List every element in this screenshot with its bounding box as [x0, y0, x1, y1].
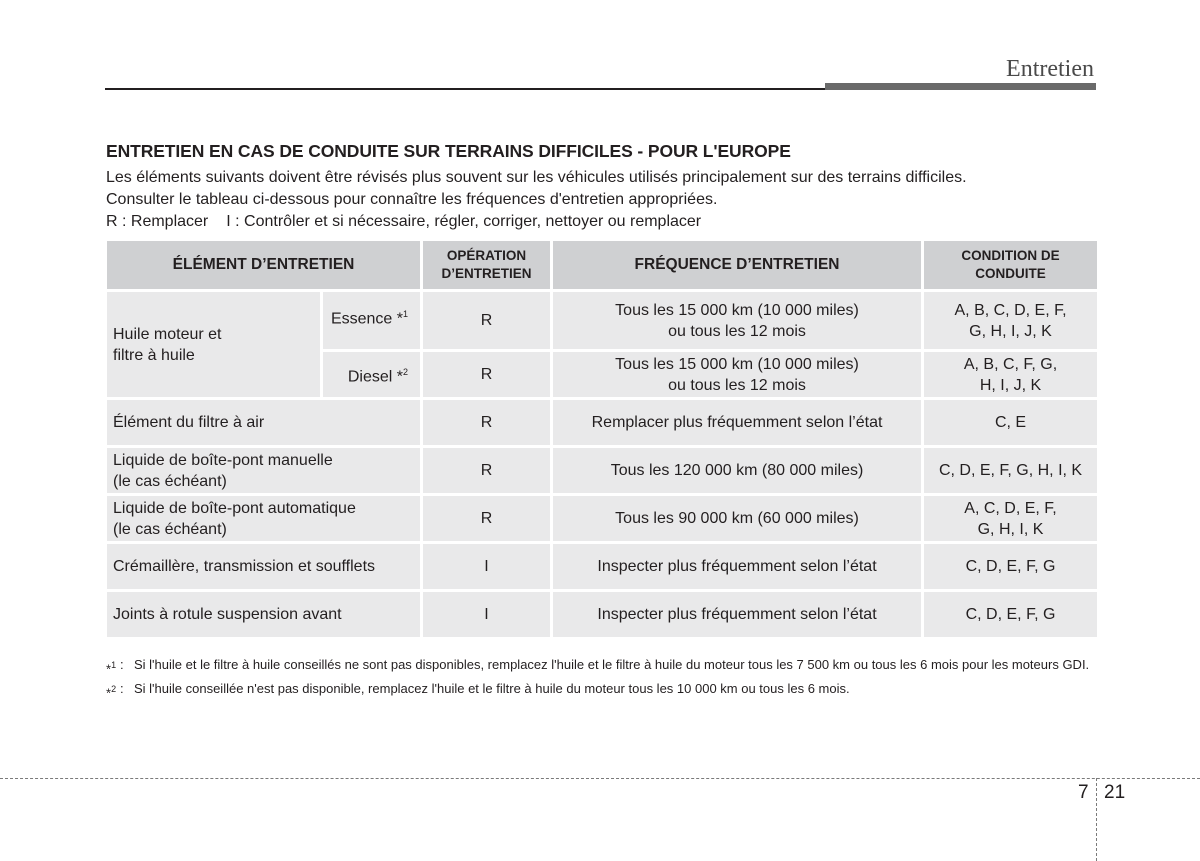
maintenance-table	[104, 238, 1100, 640]
cell-freq	[552, 291, 923, 351]
header-operation-line-1: OPÉRATION	[446, 248, 527, 263]
intro-line-1: Les éléments suivants doivent être révisés plus souvent sur les véhicules utilisés principalement sur des terrains difficiles.	[106, 169, 967, 186]
freq-line-2: ou tous les 12 mois	[668, 376, 806, 394]
freq-line-1: Tous les 15 000 km (10 000 miles)	[615, 301, 859, 319]
sub-label: Essence *	[330, 310, 403, 328]
cell-op: I	[422, 543, 552, 591]
section-title: Entretien	[1006, 56, 1094, 82]
cond-line-2: G, H, I, K	[977, 520, 1044, 538]
page-heading: ENTRETIEN EN CAS DE CONDUITE SUR TERRAINS DIFFICILES - POUR L'EUROPE	[106, 141, 791, 161]
cell-cond	[923, 351, 1099, 399]
table-row	[106, 447, 1099, 495]
footnote-mark: *$^1$	[106, 660, 117, 677]
page-number: 21	[1104, 782, 1126, 803]
cell-freq: Tous les 120 000 km (80 000 miles)	[552, 447, 923, 495]
item-line-2: (le cas échéant)	[113, 520, 227, 538]
footnote-ref: 2	[403, 366, 409, 377]
cell-op: R	[422, 447, 552, 495]
cell-cond: C, D, E, F, G	[923, 543, 1099, 591]
header-operation-line-2: D’ENTRETIEN	[441, 266, 532, 281]
footer-divider	[0, 778, 1200, 779]
table-header-row	[106, 240, 1099, 291]
cell-item	[106, 543, 422, 591]
footnote-ref: 1	[403, 309, 409, 319]
cell-cond	[923, 495, 1099, 543]
cell-op: R	[422, 351, 552, 399]
chapter-number: 7	[1078, 782, 1089, 803]
item-line-1: Liquide de boîte-pont manuelle	[113, 451, 333, 469]
header-item: ÉLÉMENT D’ENTRETIEN	[106, 240, 422, 291]
item-line-1: Liquide de boîte-pont automatique	[113, 499, 356, 517]
footnote-colon: :	[120, 657, 124, 672]
table-row	[106, 495, 1099, 543]
table-row	[106, 399, 1099, 447]
table-row	[106, 591, 1099, 639]
cell-cond: C, D, E, F, G	[923, 591, 1099, 639]
legend-replace: R : Remplacer	[106, 213, 209, 230]
header-condition-line-1: CONDITION DE	[961, 248, 1060, 263]
cell-op: I	[422, 591, 552, 639]
freq-line-1: Tous les 15 000 km (10 000 miles)	[615, 355, 859, 373]
cell-item	[106, 495, 422, 543]
item-line-1: Élément du filtre à air	[113, 414, 265, 431]
cond-line-1: A, C, D, E, F,	[964, 499, 1057, 517]
cell-item-oil	[106, 291, 322, 399]
cell-freq: Inspecter plus fréquemment selon l’état	[552, 543, 923, 591]
footnote-text: Si l'huile conseillée n'est pas disponible, remplacez l'huile et le filtre à huile du moteur tous les 10 000 km ou tous les 6 mois.	[134, 681, 850, 697]
item-line-2: (le cas échéant)	[113, 472, 227, 490]
intro-block	[106, 141, 1096, 233]
item-line-1: Huile moteur et	[113, 325, 222, 343]
footnote-1	[106, 655, 1096, 679]
legend-inspect: I : Contrôler et si nécessaire, régler, corriger, nettoyer ou remplacer	[226, 213, 702, 230]
header-condition-line-2: CONDUITE	[975, 266, 1046, 281]
table-row	[106, 291, 1099, 351]
legend	[106, 211, 1096, 233]
intro-line-2: Consulter le tableau ci-dessous pour connaître les fréquences d'entretien appropriées.	[106, 191, 718, 208]
footnote-mark: *$^2$	[106, 684, 117, 701]
cell-op: R	[422, 495, 552, 543]
cell-sub-essence	[322, 291, 422, 351]
item-line-1: Joints à rotule suspension avant	[113, 606, 342, 623]
cell-cond: C, E	[923, 399, 1099, 447]
item-line-1: Crémaillère, transmission et soufflets	[113, 558, 376, 575]
cell-sub-diesel	[322, 351, 422, 399]
footnote-colon: :	[120, 681, 124, 697]
cond-line-1: A, B, C, F, G,	[963, 355, 1058, 373]
header-rule	[105, 88, 825, 90]
header-rule-accent	[825, 83, 1096, 90]
cell-item	[106, 591, 422, 639]
cond-line-2: G, H, I, J, K	[969, 322, 1052, 340]
footnote-text: Si l'huile et le filtre à huile conseillés ne sont pas disponibles, remplacez l'huile et le filtre à huile du moteur tous les 7 500 km ou tous les 6 mois pour les moteurs GDI.	[134, 657, 1090, 672]
cell-op: R	[422, 291, 552, 351]
cell-freq	[552, 351, 923, 399]
table-row	[106, 543, 1099, 591]
sub-label: Diesel *	[347, 368, 403, 386]
footnotes	[106, 655, 1096, 704]
footnote-2	[106, 679, 1096, 703]
footer-divider-vertical	[1096, 778, 1097, 861]
cell-item	[106, 447, 422, 495]
cond-line-2: H, I, J, K	[979, 376, 1042, 394]
cell-item	[106, 399, 422, 447]
cell-cond	[923, 291, 1099, 351]
freq-line-2: ou tous les 12 mois	[668, 322, 806, 340]
cell-freq: Remplacer plus fréquemment selon l’état	[552, 399, 923, 447]
item-line-2: filtre à huile	[113, 346, 195, 364]
cond-line-1: A, B, C, D, E, F,	[954, 301, 1067, 319]
cell-op: R	[422, 399, 552, 447]
cell-freq: Tous les 90 000 km (60 000 miles)	[552, 495, 923, 543]
header-operation	[422, 240, 552, 291]
cell-freq: Inspecter plus fréquemment selon l’état	[552, 591, 923, 639]
cell-cond: C, D, E, F, G, H, I, K	[923, 447, 1099, 495]
header-frequency: FRÉQUENCE D’ENTRETIEN	[552, 240, 923, 291]
header-condition	[923, 240, 1099, 291]
